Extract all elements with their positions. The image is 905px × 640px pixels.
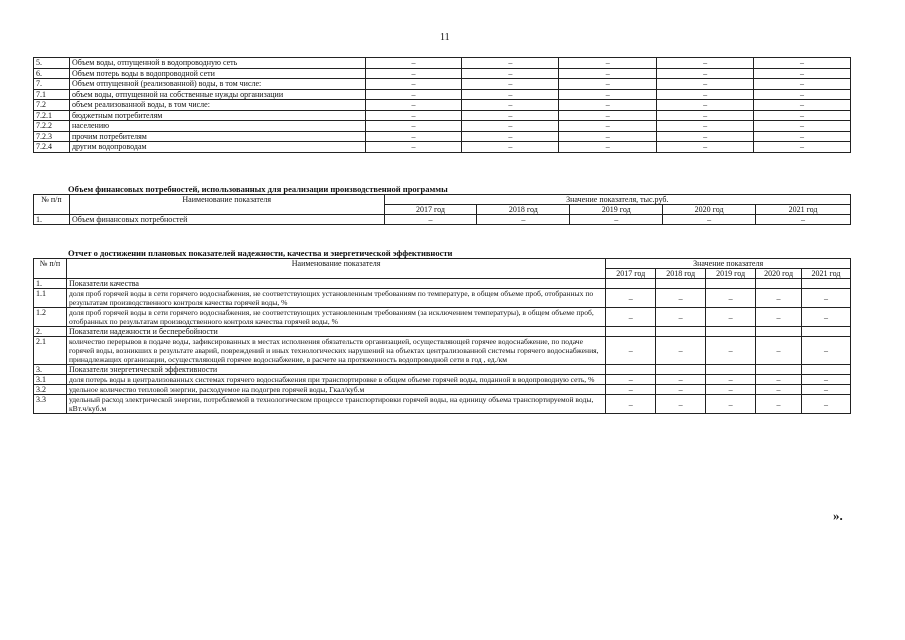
row-name: Объем финансовых потребностей [69,215,384,225]
value-cell: – [663,215,756,225]
empty-cell [756,327,802,337]
year-header: 2020 год [663,205,756,215]
empty-cell [606,365,656,375]
value-cell: – [559,100,657,111]
value-cell: – [365,68,462,79]
closing-quote: ». [833,508,843,523]
value-cell: – [559,131,657,142]
row-name: Объем отпущенной (реализованной) воды, в том числе: [69,79,365,90]
value-cell: – [462,89,559,100]
value-cell: – [365,89,462,100]
col-value-header: Значение показателя, тыс.руб. [384,195,850,205]
value-cell: – [462,131,559,142]
value-cell: – [656,395,706,414]
value-cell: – [754,131,851,142]
row-number: 3.3 [34,395,67,414]
row-number: 7.2.3 [34,131,70,142]
value-cell: – [657,68,754,79]
value-cell: – [606,308,656,327]
table-row [34,110,851,121]
value-cell: – [365,110,462,121]
empty-cell [656,279,706,289]
section-title-finance: Объем финансовых потребностей, использованных для реализации производственной программы [68,184,448,194]
value-cell: – [706,395,756,414]
finance-table [33,194,851,225]
value-cell: – [559,68,657,79]
value-cell: – [365,58,462,69]
row-number: 7.2.4 [34,142,70,153]
value-cell: – [754,100,851,111]
row-number: 1. [34,279,67,289]
table-row [34,308,851,327]
table-row [34,142,851,153]
row-name: населению [69,121,365,132]
value-cell: – [754,79,851,90]
empty-cell [656,327,706,337]
row-name: количество перерывов в подаче воды, зафиксированных в местах исполнения обязательств организацией, осуществляющей горячее водоснабжение, по подаче горячей воды, возникших в результате аварий, повреждений и иных технологических нарушений на объектах централизованной системы горячего водоснабжения, принадлежащих организации, осуществляющей горячее водоснабжение, в расчете на протяженность водопроводной сети в год , ед./км [66,337,605,365]
row-number: 7. [34,79,70,90]
row-name: удельный расход электрической энергии, потребляемой в технологическом процессе транспортировки горячей воды, на единицу объема транспортируемой воды, кВт.ч/куб.м [66,395,605,414]
year-header: 2018 год [656,269,706,279]
row-name: другим водопроводам [69,142,365,153]
year-header: 2021 год [802,269,851,279]
value-cell: – [657,110,754,121]
value-cell: – [656,308,706,327]
value-cell: – [756,375,802,385]
value-cell: – [657,142,754,153]
section-title-indicators: Отчет о достижении плановых показателей надежности, качества и энергетической эффективности [68,248,453,258]
value-cell: – [462,121,559,132]
value-cell: – [802,337,851,365]
value-cell: – [606,289,656,308]
value-cell: – [559,79,657,90]
row-number: 7.2 [34,100,70,111]
empty-cell [706,365,756,375]
row-name: доля потерь воды в централизованных системах горячего водоснабжения при транспортировке в общем объеме горячей воды, поданной в водопроводную сеть, % [66,375,605,385]
table-row [34,289,851,308]
value-cell: – [365,142,462,153]
section-row [34,365,851,375]
page-number: 11 [440,32,450,43]
row-number: 3.1 [34,375,67,385]
value-cell: – [477,215,570,225]
value-cell: – [657,121,754,132]
value-cell: – [754,89,851,100]
section-name: Показатели энергетической эффективности [66,365,605,375]
value-cell: – [802,395,851,414]
empty-cell [606,279,656,289]
value-cell: – [462,79,559,90]
value-cell: – [606,375,656,385]
value-cell: – [756,289,802,308]
value-cell: – [365,79,462,90]
table-row [34,121,851,132]
col-num-header: № п/п [34,195,70,215]
value-cell: – [802,289,851,308]
section-name: Показатели надежности и бесперебойности [66,327,605,337]
value-cell: – [462,110,559,121]
row-number: 1.1 [34,289,67,308]
value-cell: – [462,58,559,69]
table-row [34,385,851,395]
empty-cell [802,279,851,289]
empty-cell [706,279,756,289]
row-name: объем реализованной воды, в том числе: [69,100,365,111]
section-name: Показатели качества [66,279,605,289]
row-name: Объем потерь воды в водопроводной сети [69,68,365,79]
value-cell: – [559,58,657,69]
row-number: 5. [34,58,70,69]
row-number: 2.1 [34,337,67,365]
value-cell: – [656,375,706,385]
value-cell: – [384,215,477,225]
value-cell: – [754,110,851,121]
empty-cell [802,365,851,375]
year-header: 2019 год [570,205,663,215]
col-name-header: Наименование показателя [66,259,605,279]
row-number: 7.2.2 [34,121,70,132]
value-cell: – [559,89,657,100]
table-row [34,131,851,142]
table-row [34,375,851,385]
value-cell: – [754,68,851,79]
value-cell: – [606,337,656,365]
value-cell: – [559,142,657,153]
col-name-header: Наименование показателя [69,195,384,215]
value-cell: – [462,68,559,79]
value-cell: – [754,58,851,69]
table-row [34,215,851,225]
value-cell: – [706,385,756,395]
empty-cell [656,365,706,375]
value-cell: – [756,215,851,225]
row-name: доля проб горячей воды в сети горячего водоснабжения, не соответствующих установленным требованиям по температуре, в общем объеме проб, отобранных по результатам производственного контроля качества горячей воды, % [66,289,605,308]
value-cell: – [365,121,462,132]
value-cell: – [570,215,663,225]
value-cell: – [656,337,706,365]
row-name: удельное количество тепловой энергии, расходуемое на подогрев горячей воды, Гкал/куб.м [66,385,605,395]
section-row [34,327,851,337]
row-number: 6. [34,68,70,79]
year-header: 2017 год [384,205,477,215]
row-number: 7.1 [34,89,70,100]
value-cell: – [559,110,657,121]
col-value-header: Значение показателя [606,259,851,269]
value-cell: – [657,79,754,90]
value-cell: – [462,142,559,153]
value-cell: – [606,395,656,414]
value-cell: – [706,375,756,385]
row-number: 7.2.1 [34,110,70,121]
value-cell: – [706,289,756,308]
table-row [34,395,851,414]
year-header: 2021 год [756,205,851,215]
value-cell: – [802,308,851,327]
year-header: 2019 год [706,269,756,279]
row-name: прочим потребителям [69,131,365,142]
value-cell: – [756,308,802,327]
empty-cell [606,327,656,337]
value-cell: – [754,142,851,153]
value-cell: – [657,131,754,142]
water-volume-table [33,57,851,153]
value-cell: – [802,375,851,385]
empty-cell [706,327,756,337]
year-header: 2020 год [756,269,802,279]
value-cell: – [656,385,706,395]
row-name: объем воды, отпущенной на собственные нужды организации [69,89,365,100]
row-name: Объем воды, отпущенной в водопроводную сеть [69,58,365,69]
row-number: 1. [34,215,70,225]
value-cell: – [756,337,802,365]
empty-cell [756,279,802,289]
value-cell: – [756,395,802,414]
table-row [34,337,851,365]
year-header: 2018 год [477,205,570,215]
value-cell: – [657,58,754,69]
table-row [34,79,851,90]
indicators-table [33,258,851,414]
value-cell: – [756,385,802,395]
col-num-header: № п/п [34,259,67,279]
row-number: 1.2 [34,308,67,327]
table-row [34,100,851,111]
value-cell: – [657,89,754,100]
value-cell: – [706,308,756,327]
value-cell: – [656,289,706,308]
row-number: 3. [34,365,67,375]
empty-cell [756,365,802,375]
value-cell: – [802,385,851,395]
table-row [34,68,851,79]
row-number: 3.2 [34,385,67,395]
row-number: 2. [34,327,67,337]
value-cell: – [365,131,462,142]
empty-cell [802,327,851,337]
row-name: бюджетным потребителям [69,110,365,121]
value-cell: – [754,121,851,132]
value-cell: – [606,385,656,395]
value-cell: – [657,100,754,111]
value-cell: – [559,121,657,132]
section-row [34,279,851,289]
table-row [34,89,851,100]
table-row [34,58,851,69]
value-cell: – [365,100,462,111]
value-cell: – [462,100,559,111]
value-cell: – [706,337,756,365]
year-header: 2017 год [606,269,656,279]
row-name: доля проб горячей воды в сети горячего водоснабжения, не соответствующих установленным требованиям (за исключением температуры), в общем объеме проб, отобранных по результатам производственного контроля качества горячей воды, % [66,308,605,327]
